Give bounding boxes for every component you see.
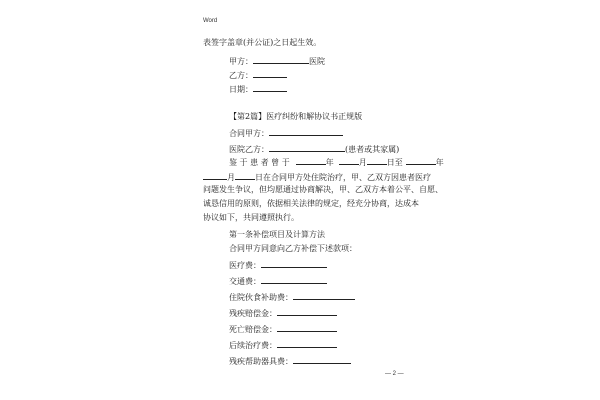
contract-party-b-line: 医院乙方： (患者或其家属) xyxy=(229,145,400,154)
party-b-blank xyxy=(253,70,287,78)
section-title: 【第2篇】医疗纠纷和解协议书正规版 xyxy=(229,112,363,121)
item-assistive-device-fee: 残疾帮助器具费： xyxy=(229,356,351,367)
party-a-blank xyxy=(253,56,309,64)
intro-line-4: 诚恳信用的原则，依据相关法律的规定，经充分协商，达成本 xyxy=(203,199,419,208)
contract-party-b-blank xyxy=(269,144,345,152)
item-death-compensation: 死亡赔偿金： xyxy=(229,324,337,335)
party-b-signature-line: 乙方： xyxy=(229,70,287,81)
intro-line-5: 协议如下，共同遵照执行。 xyxy=(203,213,299,222)
intro-line-1: 鉴 于 患 者 曾 于 年 月 日至 年 xyxy=(229,158,444,167)
effective-clause: 表签字盖章(并公证)之日起生效。 xyxy=(203,38,322,47)
article-1-title: 第一条补偿项目及计算方法 xyxy=(229,230,325,239)
item-disability-compensation: 残疾赔偿金： xyxy=(229,308,337,319)
intro-line-2: 月 日在合同甲方处住院治疗，甲、乙双方因患者医疗 xyxy=(203,172,431,183)
app-label: Word xyxy=(203,18,218,24)
article-1-intro: 合同甲方同意向乙方补偿下述款项： xyxy=(229,244,357,253)
intro-line-3: 问题发生争议，但均愿通过协商解决，甲、乙双方本着公平、自愿、 xyxy=(203,185,443,194)
item-meal-allowance: 住院伙食补助费： xyxy=(229,292,355,303)
contract-party-a-line: 合同甲方： xyxy=(229,128,343,139)
contract-party-a-blank xyxy=(269,128,343,136)
page-number: — 2 — xyxy=(385,371,404,377)
date-blank xyxy=(253,84,287,92)
item-follow-up-treatment: 后续治疗费： xyxy=(229,340,337,351)
item-medical-fee: 医疗费： xyxy=(229,260,327,271)
item-transport-fee: 交通费： xyxy=(229,276,327,287)
date-signature-line: 日期： xyxy=(229,84,287,95)
party-a-signature-line: 甲方： 医院 xyxy=(229,57,325,66)
